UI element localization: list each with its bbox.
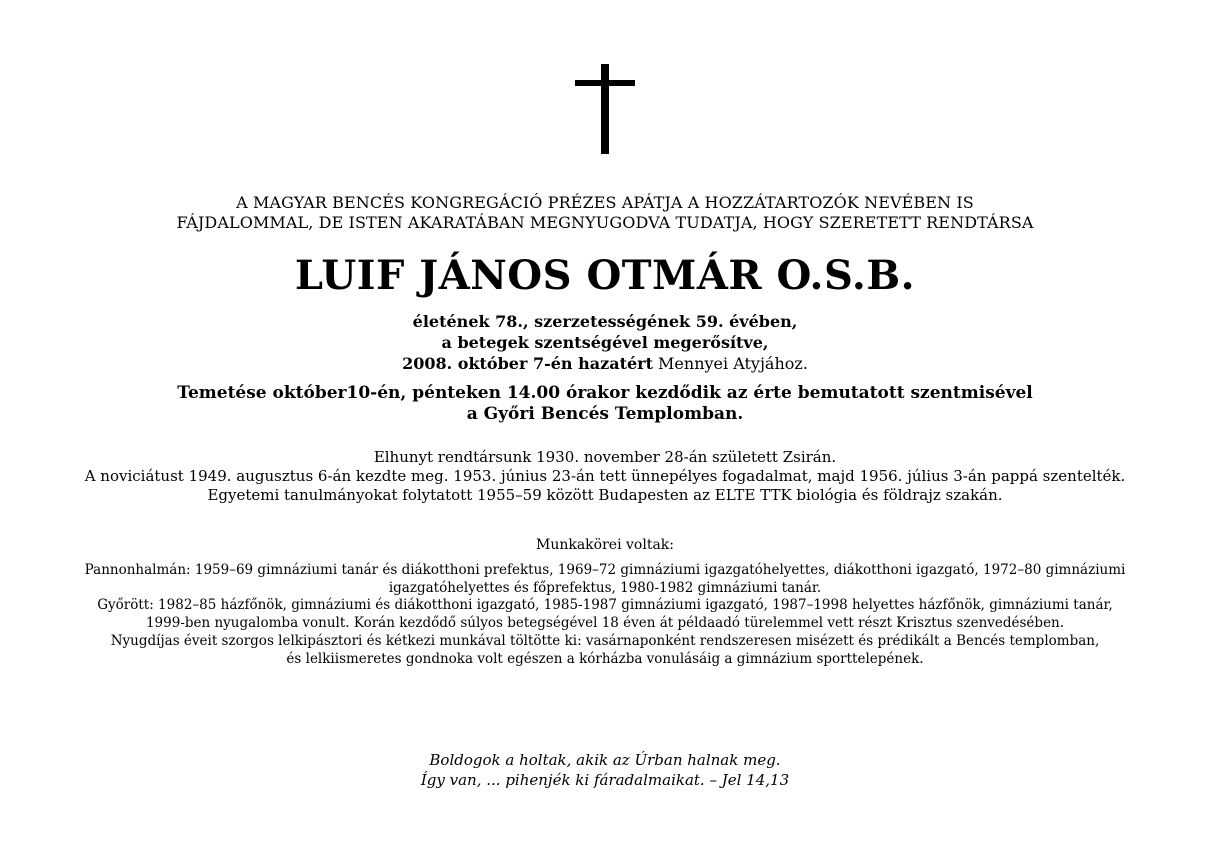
funeral-notice — [0, 383, 1210, 425]
scripture-quote — [0, 750, 1210, 790]
work-section-title: Munkakörei voltak: — [535, 537, 674, 553]
death-line-3-rest: Mennyei Atyjához. — [652, 354, 808, 373]
death-date: 2008. október 7-én hazatért — [402, 354, 653, 373]
cross-vertical-bar — [601, 64, 609, 154]
quote-line-1: Boldogok a holtak, akik az Úrban halnak meg. — [429, 751, 781, 769]
funeral-line-1: Temetése október10-én, pénteken 14.00 órakor kezdődik az érte bemutatott szentmisével — [177, 383, 1033, 403]
bio-line-2: A noviciátust 1949. augusztus 6-án kezdte meg. 1953. június 23-án tett ünnepélyes fogadalmat, majd 1956. július 3-án pappá szentelték. — [84, 467, 1126, 485]
latin-cross-icon — [575, 64, 635, 154]
biography — [0, 448, 1210, 505]
funeral-line-2: a Győri Bencés Templomban. — [466, 404, 744, 424]
death-line-3 — [0, 353, 1210, 374]
quote-line-2: Így van, ... pihenjék ki fáradalmaikat. – Jel 14,13 — [420, 771, 790, 789]
intro-line-2: FÁJDALOMMAL, DE ISTEN AKARATÁBAN MEGNYUGODVA TUDATJA, HOGY SZERETETT RENDTÁRSA — [176, 213, 1034, 232]
announcement-intro — [0, 193, 1210, 233]
deceased-name: LUIF JÁNOS OTMÁR O.S.B. — [294, 252, 916, 299]
death-line-2: a betegek szentségével megerősítve, — [441, 333, 769, 352]
work-line: Pannonhalmán: 1959–69 gimnáziumi tanár és diákotthoni prefektus, 1969–72 gimnáziumi igazgatóhelyettes, diákotthoni igazgató, 1972–80 gimnáziumi — [84, 562, 1126, 578]
work-line: és lelkiismeretes gondnoka volt egészen a kórházba vonulásáig a gimnázium sporttelepének. — [286, 650, 924, 667]
death-line-1: életének 78., szerzetességének 59. évében, — [412, 312, 798, 331]
work-line: Nyugdíjas éveit szorgos lelkipásztori és kétkezi munkával töltötte ki: vasárnaponként rendszeresen misézett és prédikált a Bencés templomban, — [110, 632, 1100, 649]
work-line: igazgatóhelyettes és főprefektus, 1980-1982 gimnáziumi tanár. — [388, 579, 822, 596]
work-history — [0, 562, 1210, 668]
bio-line-1: Elhunyt rendtársunk 1930. november 28-án született Zsirán. — [373, 448, 837, 466]
work-line: 1999-ben nyugalomba vonult. Korán kezdődő súlyos betegségével 18 éven át példaadó türelemmel vett részt Krisztus szenvedésében. — [145, 615, 1065, 632]
work-line: Győrött: 1982–85 házfőnök, gimnáziumi és diákotthoni igazgató, 1985-1987 gimnáziumi igazgató, 1987–1998 helyettes házfőnök, gimnáziumi tanár, — [97, 597, 1113, 614]
death-notice — [0, 311, 1210, 374]
cross-horizontal-bar — [575, 80, 635, 86]
intro-line-1: A MAGYAR BENCÉS KONGREGÁCIÓ PRÉZES APÁTJA A HOZZÁTARTOZÓK NEVÉBEN IS — [236, 193, 974, 212]
bio-line-3: Egyetemi tanulmányokat folytatott 1955–59 között Budapesten az ELTE TTK biológia és földrajz szakán. — [207, 486, 1003, 504]
